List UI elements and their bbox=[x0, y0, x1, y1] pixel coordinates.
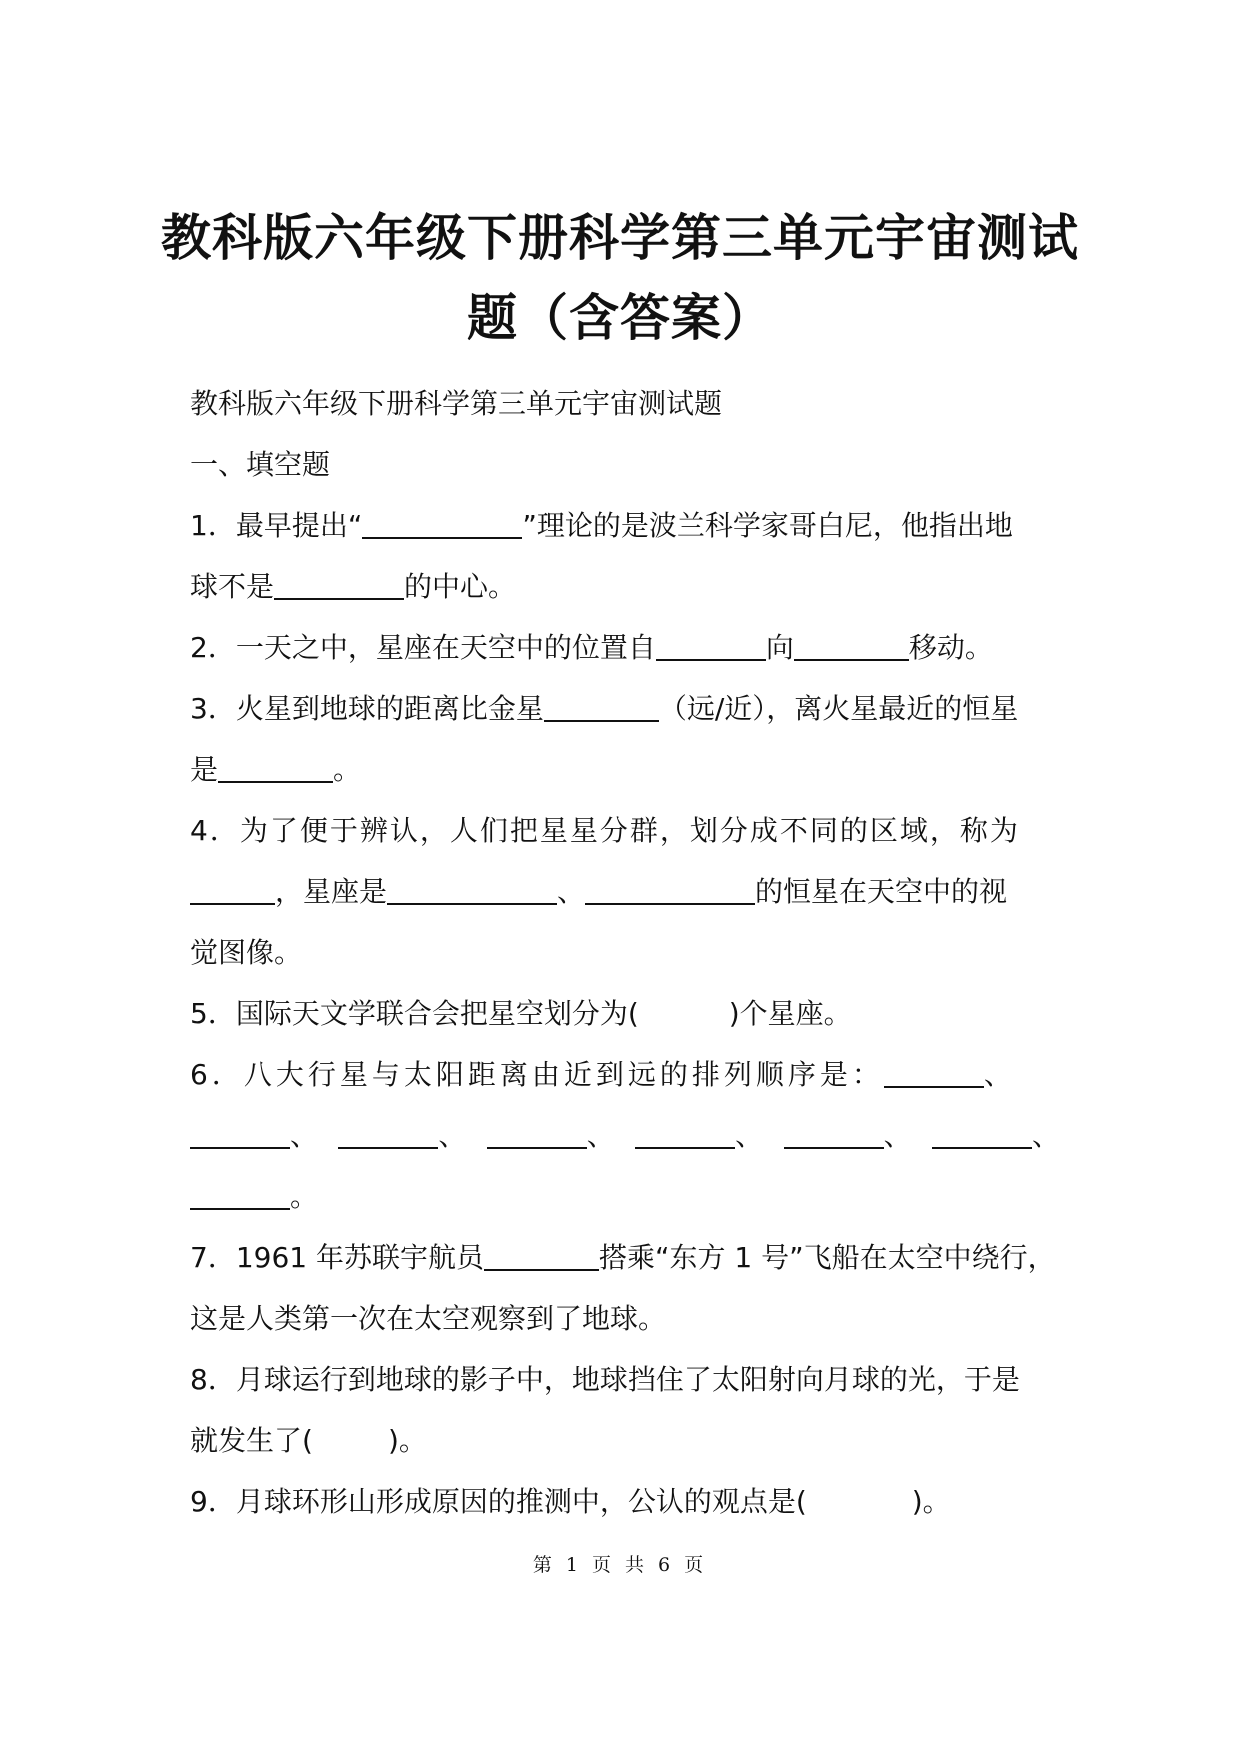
q4-text-d: 的恒星在天空中的视 bbox=[755, 875, 1008, 908]
q6-sep-3: 、 bbox=[438, 1119, 467, 1152]
q6-item-7 bbox=[932, 1114, 1060, 1154]
q6-blank-3 bbox=[338, 1121, 438, 1149]
q1-text-b: ”理论的是波兰科学家哥白尼，他指出地 bbox=[522, 509, 1013, 542]
q6-blank-8 bbox=[190, 1182, 290, 1210]
q6-text-a: 6．八大行星与太阳距离由近到远的排列顺序是： bbox=[190, 1058, 884, 1091]
q6-sep-7: 、 bbox=[1031, 1119, 1060, 1152]
q3-blank-1 bbox=[544, 694, 659, 722]
q6-blank-6 bbox=[784, 1121, 884, 1149]
q1-text-c: 球不是 bbox=[190, 570, 275, 603]
q1-blank-1 bbox=[362, 511, 522, 539]
q2-text-a: 2．一天之中，星座在天空中的位置自 bbox=[190, 631, 656, 664]
q6-item-3 bbox=[338, 1114, 466, 1154]
q3-text-a: 3．火星到地球的距离比金星 bbox=[190, 692, 544, 725]
q3-blank-2 bbox=[218, 755, 333, 783]
q4-blank-3 bbox=[585, 877, 755, 905]
q5-text-b: )个星座。 bbox=[728, 997, 852, 1030]
question-7-line1 bbox=[190, 1236, 1060, 1276]
q9-text-a: 9．月球环形山形成原因的推测中，公认的观点是( bbox=[190, 1485, 807, 1518]
q6-item-5 bbox=[635, 1114, 763, 1154]
q2-blank-1 bbox=[656, 633, 766, 661]
q3-text-d: 。 bbox=[333, 753, 362, 786]
q4-text-b: ，星座是 bbox=[275, 875, 388, 908]
question-1-line1 bbox=[190, 504, 1060, 544]
question-7-line2: 这是人类第一次在太空观察到了地球。 bbox=[190, 1302, 667, 1335]
question-6-line1 bbox=[190, 1053, 1060, 1093]
q6-blank-1 bbox=[884, 1060, 984, 1088]
question-5 bbox=[190, 992, 1060, 1032]
question-8-line2 bbox=[190, 1419, 1060, 1459]
q6-sep-2: 、 bbox=[290, 1119, 319, 1152]
question-8-line1: 8．月球运行到地球的影子中，地球挡住了太阳射向月球的光，于是 bbox=[190, 1363, 1020, 1396]
q3-text-b: （远/近），离火星最近的恒星 bbox=[658, 692, 1019, 725]
q1-text-a: 1．最早提出“ bbox=[190, 509, 363, 542]
q6-blank-5 bbox=[635, 1121, 735, 1149]
q6-blank-7 bbox=[932, 1121, 1032, 1149]
q6-sep-5: 、 bbox=[735, 1119, 764, 1152]
q5-text-a: 5．国际天文学联合会把星空划分为( bbox=[190, 997, 639, 1030]
question-1-line2 bbox=[190, 565, 1060, 605]
q4-blank-2 bbox=[387, 877, 557, 905]
q7-blank-1 bbox=[484, 1243, 599, 1271]
question-4-line3: 觉图像。 bbox=[190, 936, 303, 969]
q1-text-d: 的中心。 bbox=[404, 570, 517, 603]
q6-item-4 bbox=[487, 1114, 615, 1154]
q6-blank-4 bbox=[487, 1121, 587, 1149]
page-footer: 第 1 页 共 6 页 bbox=[532, 1554, 708, 1576]
question-4-line2 bbox=[190, 870, 1060, 910]
q6-end: 。 bbox=[290, 1180, 319, 1213]
q8-text-b: 就发生了( bbox=[190, 1424, 313, 1457]
document-title-line1: 教科版六年级下册科学第三单元宇宙测试 bbox=[161, 209, 1079, 267]
q6-item-2 bbox=[190, 1114, 318, 1154]
q6-sep-6: 、 bbox=[883, 1119, 912, 1152]
q7-text-b: 搭乘“东方 1 号”飞船在太空中绕行， bbox=[598, 1241, 1056, 1274]
q7-text-a: 7．1961 年苏联宇航员 bbox=[190, 1241, 484, 1274]
q4-blank-1 bbox=[190, 877, 275, 905]
document-subtitle: 教科版六年级下册科学第三单元宇宙测试题 bbox=[190, 387, 723, 420]
q2-text-c: 移动。 bbox=[908, 631, 993, 664]
document-title-line2: 题（含答案） bbox=[467, 289, 773, 347]
q2-blank-2 bbox=[794, 633, 909, 661]
q4-text-c: 、 bbox=[557, 875, 586, 908]
question-4-line1: 4．为了便于辨认，人们把星星分群，划分成不同的区域，称为 bbox=[190, 814, 1020, 847]
question-3-line1 bbox=[190, 687, 1060, 727]
question-2 bbox=[190, 626, 1060, 666]
q6-blank-2 bbox=[190, 1121, 290, 1149]
q9-text-b: )。 bbox=[911, 1485, 951, 1518]
question-6-line2 bbox=[190, 1114, 1060, 1154]
question-6-line3 bbox=[190, 1175, 1060, 1215]
q8-text-c: )。 bbox=[387, 1424, 427, 1457]
question-9 bbox=[190, 1480, 1060, 1520]
q6-sep-1: 、 bbox=[983, 1058, 1016, 1091]
q1-blank-2 bbox=[274, 572, 404, 600]
q2-text-b: 向 bbox=[765, 631, 794, 664]
section-heading: 一、填空题 bbox=[190, 448, 331, 481]
q3-text-c: 是 bbox=[190, 753, 219, 786]
q6-sep-4: 、 bbox=[586, 1119, 615, 1152]
q6-item-6 bbox=[784, 1114, 912, 1154]
question-3-line2 bbox=[190, 748, 1060, 788]
